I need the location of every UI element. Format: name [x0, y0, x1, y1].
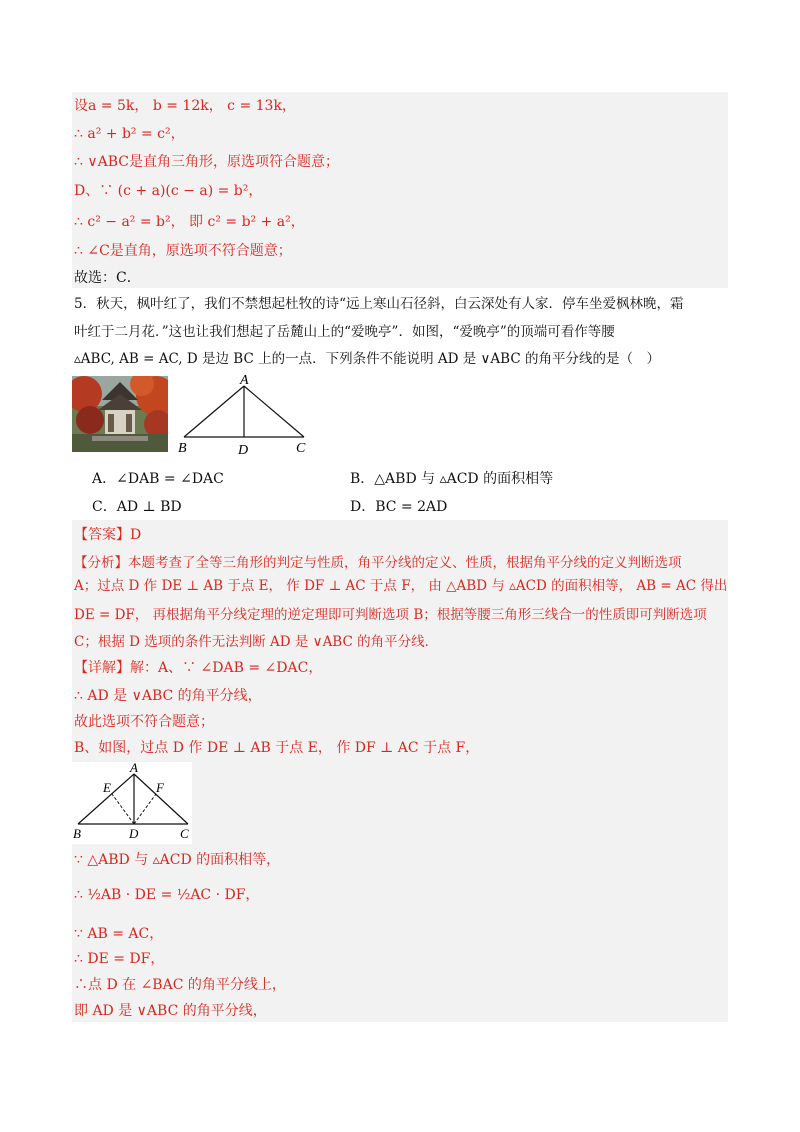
detail-line-8: ∴ DE = DF， [74, 951, 165, 967]
detail-line-7: ∵ AB = AC， [74, 926, 164, 942]
fig2-label-c: C [180, 826, 189, 841]
pavilion-photo-image [72, 376, 168, 452]
fig2-label-b: B [73, 826, 81, 841]
triangle-figure-1 [176, 372, 314, 458]
fig2-label-a: A [130, 762, 138, 775]
fig1-label-a: A [240, 373, 249, 388]
option-a[interactable]: A．∠DAB = ∠DAC [92, 471, 224, 487]
solution-line-1: 设a = 5k， b = 12k， c = 13k， [74, 98, 296, 114]
detail-line-9: ∴点 D 在 ∠BAC 的角平分线上， [74, 977, 286, 993]
solution-line-7: 故选：C． [74, 270, 141, 286]
answer-line: 【答案】D [74, 527, 142, 543]
solution-line-6: ∴ ∠C是直角，原选项不符合题意； [74, 243, 292, 259]
question-line-1: 5．秋天，枫叶红了，我们不禁想起杜牧的诗“远上寒山石径斜，白云深处有人家．停车坐爱枫林晚，霜 [74, 296, 684, 312]
option-d[interactable]: D．BC = 2AD [350, 499, 448, 515]
fig1-label-d: D [238, 443, 249, 458]
detail-line-6: ∴ ½AB · DE = ½AC · DF， [74, 887, 260, 903]
fig1-label-b: B [178, 441, 187, 456]
analysis-line-2: A；过点 D 作 DE ⊥ AB 于点 E， 作 DF ⊥ AC 于点 F， 由 △ABD 与 ▵ACD 的面积相等， AB = AC 得出 [74, 578, 728, 594]
fig2-label-e: E [103, 780, 111, 795]
analysis-line-1: 【分析】本题考查了全等三角形的判定与性质，角平分线的定义、性质，根据角平分线的定义判断选项 [74, 555, 682, 571]
pavilion-photo [72, 376, 168, 452]
option-c[interactable]: C．AD ⊥ BD [92, 499, 182, 515]
solution-line-2: ∴ a² + b² = c²， [74, 126, 185, 142]
analysis-line-3: DE = DF， 再根据角平分线定理的逆定理即可判断选项 B；根据等腰三角形三线合一的性质即可判断选项 [74, 607, 707, 623]
question-line-3: ▵ABC, AB = AC, D 是边 BC 上的一点．下列条件不能说明 AD 是 ∨ABC 的角平分线的是（ ） [74, 351, 660, 367]
fig2-label-d: D [129, 826, 139, 841]
fig2-label-f: F [156, 780, 164, 795]
triangle-figure-2 [72, 762, 192, 844]
solution-line-5: ∴ c² − a² = b²， 即 c² = b² + a²， [74, 214, 305, 230]
detail-line-10: 即 AD 是 ∨ABC 的角平分线， [74, 1003, 267, 1019]
detail-line-5: ∵ △ABD 与 ▵ACD 的面积相等， [74, 852, 281, 868]
analysis-line-4: C；根据 D 选项的条件无法判断 AD 是 ∨ABC 的角平分线． [74, 634, 439, 650]
detail-line-2: ∴ AD 是 ∨ABC 的角平分线， [74, 688, 262, 704]
detail-line-1: 【详解】解：A、∵ ∠DAB = ∠DAC， [74, 660, 323, 676]
fig1-label-c: C [296, 441, 306, 456]
solution-line-3: ∴ ∨ABC是直角三角形，原选项符合题意； [74, 154, 339, 170]
solution-line-4: D、∵ (c + a)(c − a) = b²， [74, 183, 263, 199]
detail-line-4: B、如图，过点 D 作 DE ⊥ AB 于点 E， 作 DF ⊥ AC 于点 F， [74, 740, 480, 756]
detail-line-3: 故此选项不符合题意； [74, 714, 214, 730]
option-b[interactable]: B．△ABD 与 ▵ACD 的面积相等 [350, 471, 554, 487]
question-line-2: 叶红于二月花．”这也让我们想起了岳麓山上的“爱晚亭”．如图，“爱晚亭”的顶端可看作等腰 [74, 324, 615, 340]
